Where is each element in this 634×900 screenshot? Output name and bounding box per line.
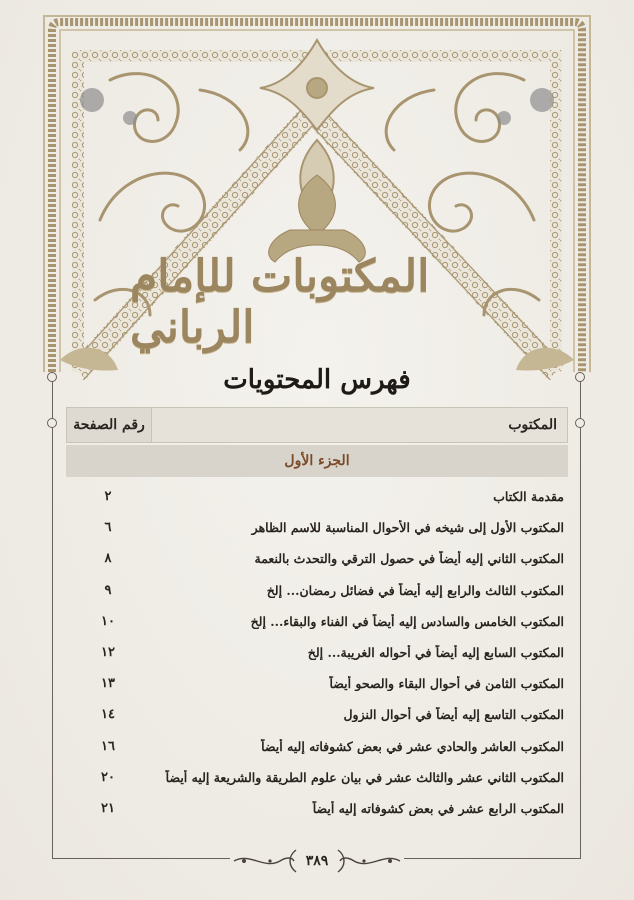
toc-table [66, 407, 568, 824]
entry-page: ٨ [104, 551, 112, 567]
toc-entry[interactable] [66, 699, 568, 730]
frame-left-line [52, 380, 53, 858]
entry-title: المكتوب الثاني عشر والثالث عشر في بيان علوم الطريقة والشريعة إليه أيضاً [165, 769, 564, 785]
frame-right-line [580, 380, 581, 858]
part-heading: الجزء الأول [66, 445, 568, 477]
entry-page: ١٦ [101, 738, 115, 754]
entry-title: المكتوب التاسع إليه أيضاً في أحوال النزول [343, 707, 564, 723]
entry-page: ١٤ [101, 707, 115, 723]
entry-title: المكتوب السابع إليه أيضاً في أحواله الغريبة... إلخ [307, 645, 564, 661]
entry-page: ١٣ [101, 676, 115, 692]
toc-heading: فهرس المحتويات [223, 365, 411, 395]
toc-entry[interactable] [66, 637, 568, 668]
entry-page: ١٢ [101, 645, 115, 661]
frame-knob-right [575, 372, 585, 382]
frame-knob-left-mid [47, 418, 57, 428]
page-number-ornament [230, 846, 404, 876]
entry-title: المكتوب الثالث والرابع إليه أيضاً في فضائل رمضان... إلخ [266, 582, 564, 598]
entry-page: ٢٠ [101, 769, 115, 785]
column-header-page: رقم الصفحة [67, 408, 152, 442]
page-number: ٣٨٩ [305, 853, 329, 869]
toc-entry[interactable] [66, 793, 568, 824]
entry-title: المكتوب الخامس والسادس إليه أيضاً في الفناء والبقاء... إلخ [250, 613, 564, 629]
entry-page: ٩ [104, 582, 112, 598]
entry-title: المكتوب الرابع عشر في بعض كشوفاته إليه أيضاً [312, 800, 564, 816]
entry-page: ٢ [104, 489, 112, 505]
toc-entry[interactable] [66, 481, 568, 512]
entry-title: مقدمة الكتاب [493, 489, 564, 505]
entry-title: المكتوب العاشر والحادي عشر في بعض كشوفاته إليه أيضاً [261, 738, 564, 754]
book-title: المكتوبات للإمام الرباني [130, 251, 430, 353]
frame-knob-right-mid [575, 418, 585, 428]
toc-entry[interactable] [66, 512, 568, 543]
toc-entry[interactable] [66, 543, 568, 574]
entry-title: المكتوب الثاني إليه أيضاً في حصول الترقي والتحدث بالنعمة [254, 551, 564, 567]
frame-bottom-right [404, 858, 581, 859]
column-header-title: المكتوب [152, 408, 567, 442]
entry-title: المكتوب الأول إلى شيخه في الأحوال المناسبة للاسم الظاهر [251, 520, 564, 536]
toc-table-header [66, 407, 568, 443]
toc-entry[interactable] [66, 731, 568, 762]
entry-page: ١٠ [101, 613, 115, 629]
entry-page: ٢١ [101, 800, 115, 816]
entry-page: ٦ [104, 520, 112, 536]
entry-title: المكتوب الثامن في أحوال البقاء والصحو أيضاً [329, 676, 564, 692]
frame-bottom-left [52, 858, 230, 859]
toc-entries [66, 481, 568, 824]
toc-entry[interactable] [66, 762, 568, 793]
frame-knob-left [47, 372, 57, 382]
toc-entry[interactable] [66, 575, 568, 606]
toc-entry[interactable] [66, 668, 568, 699]
toc-entry[interactable] [66, 606, 568, 637]
